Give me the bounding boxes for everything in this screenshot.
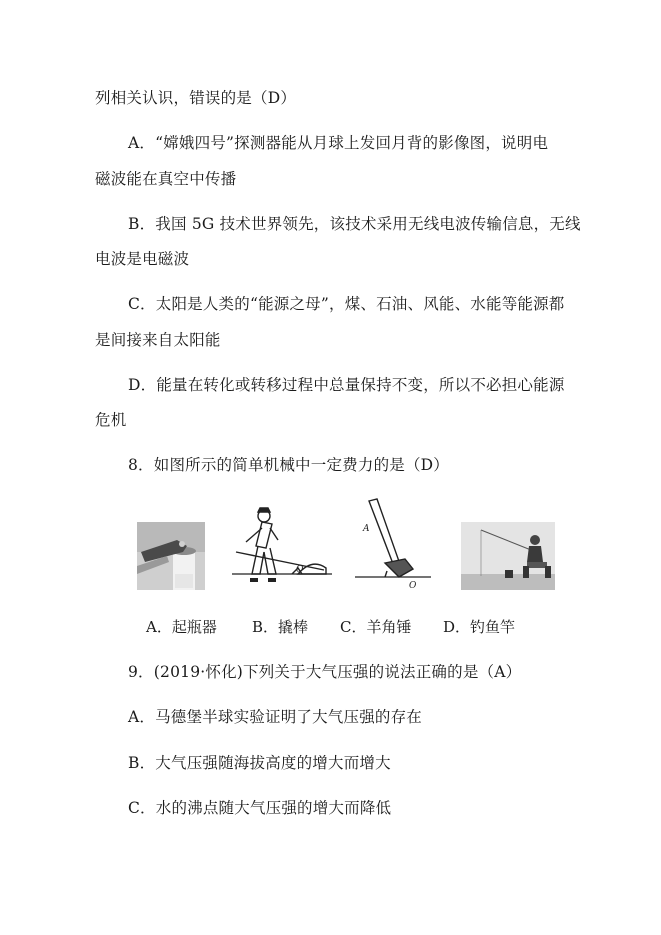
bottle-opener-photo-icon	[137, 522, 205, 590]
q8-caption-a: A．起瓶器	[146, 618, 217, 636]
q7-stem-tail: 列相关认识，错误的是（D）	[95, 89, 297, 107]
q7-option-b-line2: 电波是电磁波	[95, 250, 190, 268]
q8-caption-b: B．撬棒	[252, 618, 309, 636]
q9-option-b: B．大气压强随海拔高度的增大而增大	[128, 754, 391, 772]
q9-option-c: C．水的沸点随大气压强的增大而降低	[128, 799, 392, 817]
crowbar-drawing-icon	[232, 502, 332, 590]
q7-option-b-line1: B．我国 5G 技术世界领先，该技术采用无线电波传输信息，无线	[128, 215, 581, 233]
fishing-rod-photo-icon	[461, 522, 555, 590]
q7-option-c-line1: C．太阳是人类的“能源之母”，煤、石油、风能、水能等能源都	[128, 295, 565, 313]
hammer-label-a: A	[363, 524, 370, 534]
q9-option-a: A．马德堡半球实验证明了大气压强的存在	[128, 708, 422, 726]
q7-option-a-line2: 磁波能在真空中传播	[95, 170, 237, 188]
crowbar-fulcrum-label: O	[296, 565, 304, 575]
q7-option-c-line2: 是间接来自太阳能	[95, 331, 221, 349]
q8-caption-d: D．钓鱼竿	[443, 618, 516, 636]
claw-hammer-drawing-icon	[355, 497, 435, 589]
q7-option-d-line1: D．能量在转化或转移过程中总量保持不变，所以不必担心能源	[128, 376, 565, 394]
q8-stem: 8．如图所示的简单机械中一定费力的是（D）	[128, 456, 449, 474]
q7-option-d-line2: 危机	[95, 411, 127, 429]
q7-option-a-line1: A．“嫦娥四号”探测器能从月球上发回月背的影像图，说明电	[128, 134, 549, 152]
q8-caption-c: C．羊角锤	[340, 618, 412, 636]
hammer-label-o: O	[409, 581, 417, 589]
q9-stem: 9．(2019·怀化)下列关于大气压强的说法正确的是（A）	[128, 663, 522, 681]
